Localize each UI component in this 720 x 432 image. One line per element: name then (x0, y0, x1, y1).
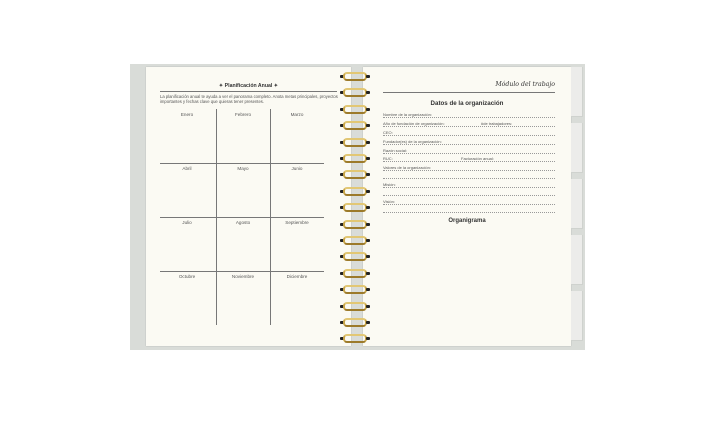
spiral-ring (340, 220, 370, 230)
ring-wire (343, 203, 367, 212)
spiral-ring (340, 334, 370, 344)
punch-hole (366, 337, 370, 340)
organization-data-title: Datos de la organización (430, 100, 504, 107)
ring-wire (343, 302, 367, 311)
month-cell-octubre[interactable]: Octubre (178, 274, 196, 279)
month-cell-noviembre[interactable]: Noviembre (231, 274, 255, 279)
spiral-ring (340, 72, 370, 82)
section-tab[interactable] (571, 67, 583, 117)
ring-wire (343, 252, 367, 261)
field-mission[interactable] (383, 182, 555, 188)
punch-hole (366, 223, 370, 226)
spiral-ring (340, 88, 370, 98)
ring-wire (343, 187, 367, 196)
punch-hole (366, 255, 370, 258)
punch-hole (366, 124, 370, 127)
month-cell-julio[interactable]: Julio (182, 220, 192, 225)
punch-hole (366, 173, 370, 176)
field-values-extra-line[interactable] (383, 173, 555, 179)
punch-hole (366, 75, 370, 78)
section-tab[interactable] (571, 123, 583, 173)
spiral-ring (340, 170, 370, 180)
section-tab[interactable] (571, 235, 583, 285)
spiral-ring (340, 252, 370, 262)
ring-wire (343, 88, 367, 97)
field-label: RUC: (383, 156, 393, 161)
field-values[interactable] (383, 165, 555, 171)
spiral-ring (340, 302, 370, 312)
ring-wire (343, 138, 367, 147)
ring-wire (343, 334, 367, 343)
ring-wire (343, 121, 367, 130)
month-cell-diciembre[interactable]: Diciembre (286, 274, 308, 279)
spiral-ring (340, 203, 370, 213)
punch-hole (366, 305, 370, 308)
title-divider (383, 92, 555, 93)
ring-wire (343, 269, 367, 278)
section-tabs (571, 67, 585, 346)
month-cell-febrero[interactable]: Febrero (234, 112, 252, 117)
title-divider (160, 91, 337, 92)
ring-wire (343, 236, 367, 245)
field-label: Nombre de la organización: (383, 112, 432, 117)
field-label: Fundador(es) de la organización: (383, 139, 442, 144)
month-cell-septiembre[interactable]: Septiembre (285, 220, 309, 225)
ring-wire (343, 170, 367, 179)
section-tab[interactable] (571, 179, 583, 229)
field-founders[interactable] (383, 139, 555, 145)
month-cell-mayo[interactable]: Mayo (237, 166, 249, 171)
notebook (130, 64, 585, 350)
field-organization-name[interactable] (383, 112, 555, 118)
field-label: Razón social: (383, 148, 408, 153)
spiral-ring (340, 236, 370, 246)
spiral-ring (340, 318, 370, 328)
spiral-ring (340, 121, 370, 131)
annual-planning-title: ✦ Planificación Anual ✦ (218, 83, 279, 89)
field-label-annual-billing: Facturación anual: (461, 156, 494, 161)
punch-hole (366, 272, 370, 275)
ring-wire (343, 220, 367, 229)
spiral-ring (340, 187, 370, 197)
months-grid (160, 109, 340, 325)
spiral-ring (340, 138, 370, 148)
month-cell-marzo[interactable]: Marzo (290, 112, 304, 117)
punch-hole (366, 206, 370, 209)
spiral-ring (340, 269, 370, 279)
field-label: Año de fundación de organización: (383, 121, 445, 126)
field-ceo[interactable] (383, 130, 555, 136)
ring-wire (343, 72, 367, 81)
month-cell-enero[interactable]: Enero (180, 112, 194, 117)
punch-hole (366, 108, 370, 111)
org-chart-title: Organigrama (448, 218, 486, 224)
punch-hole (366, 239, 370, 242)
field-vision-extra-line[interactable] (383, 207, 555, 213)
punch-hole (366, 190, 370, 193)
work-module-title: Módulo del trabajo (495, 81, 555, 88)
field-ruc[interactable] (383, 156, 555, 162)
month-cell-agosto[interactable]: Agosto (235, 220, 251, 225)
punch-hole (366, 91, 370, 94)
right-page-work-module (363, 67, 571, 346)
left-page-annual-planning (146, 67, 351, 346)
punch-hole (366, 157, 370, 160)
annual-planning-description: La planificación anual te ayuda a ver el panorama completo. Anota metas principales, proyectos importantes y fechas clave que quieras tener presentes. (160, 94, 338, 104)
punch-hole (366, 321, 370, 324)
field-label: CEO: (383, 130, 393, 135)
spiral-ring (340, 105, 370, 115)
punch-hole (366, 141, 370, 144)
field-label: Valores de la organización: (383, 165, 431, 170)
field-mission-extra-line[interactable] (383, 190, 555, 196)
spiral-ring (340, 154, 370, 164)
field-label: Visión: (383, 199, 395, 204)
spiral-ring (340, 285, 370, 295)
month-cell-abril[interactable]: Abril (182, 166, 192, 171)
ring-wire (343, 154, 367, 163)
punch-hole (366, 288, 370, 291)
field-label-workers: #de trabajadores: (481, 121, 513, 126)
ring-wire (343, 318, 367, 327)
month-cell-junio[interactable]: Junio (291, 166, 303, 171)
field-business-name[interactable] (383, 148, 555, 154)
ring-wire (343, 105, 367, 114)
section-tab[interactable] (571, 291, 583, 341)
ring-wire (343, 285, 367, 294)
field-vision[interactable] (383, 199, 555, 205)
field-founding-year[interactable] (383, 121, 555, 127)
field-label: Misión: (383, 182, 396, 187)
